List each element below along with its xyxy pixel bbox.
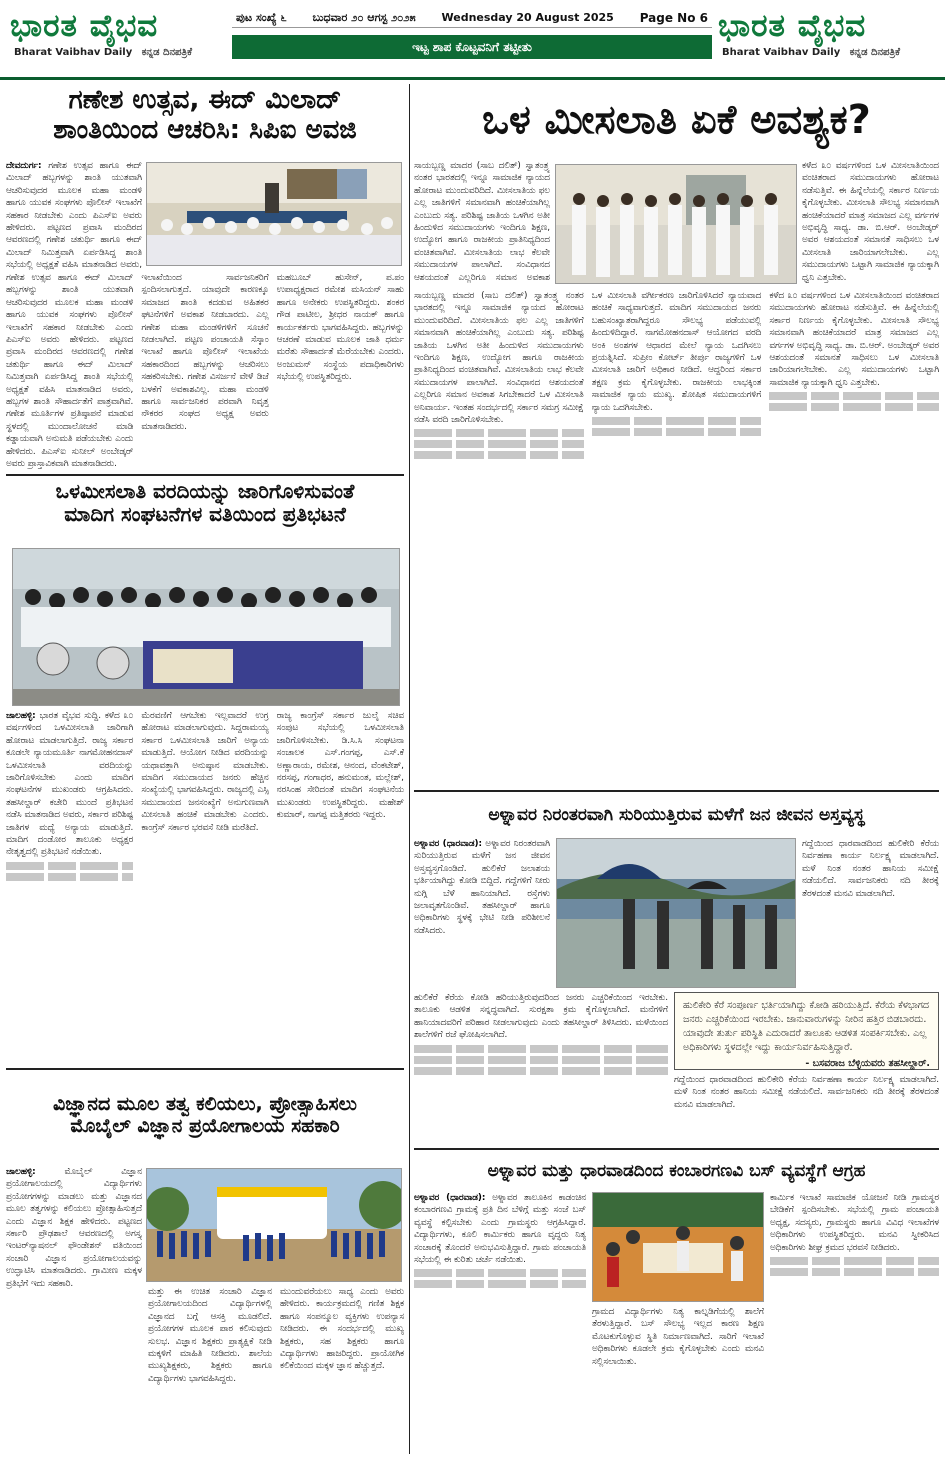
article1-body-col3: ಮಹಬೂಬ್ ಹುಸೇನ್, ಪ.ಪಂ ಉಪಾಧ್ಯಕ್ಷರಾದ ರಮೇಶ ಮಸಿಯನ್ ಸಾಹು ಹಾಗೂ ಅನೇಕರು ಉಪಸ್ಥಿತರಿದ್ದರು. ಶಂಕರ ಗೌಡ ಪಾಟೀಲ, ಶ್ರೀಧರ ನಾಯಕ್ ಹಾಗೂ ಕಾರ್ಯಕರ್ತರು ಭಾಗವಹಿಸಿದ್ದರು. ಹಬ್ಬಗಳನ್ನು ಆಚರಣೆ ಮಾಡುವ ಮೂಲಕ ಜಾತಿ ಧರ್ಮ ಮರೆತು ಸೌಹಾರ್ದತೆ ಮೆರೆಯಬೇಕು ಎಂದರು. ಅಂಜುಮನ್ ಸಂಸ್ಥೆಯ ಪದಾಧಿಕಾರಿಗಳು ಸಭೆಯಲ್ಲಿ ಉಪಸ್ಥಿತರಿದ್ದರು. xyxy=(276,273,404,383)
section-rule xyxy=(414,1148,939,1150)
article5-quote-box xyxy=(674,992,939,1070)
page-number: Page No 6 xyxy=(639,10,708,25)
logo-subtitle-kn: ಕನ್ನಡ ದಿನಪತ್ರಿಕೆ xyxy=(141,47,193,58)
article1-body-col1: ಗಣೇಶ ಉತ್ಸವ ಹಾಗೂ ಈದ್ ಮಿಲಾದ್ ಹಬ್ಬಗಳನ್ನು ಶಾಂತಿ ಯುತವಾಗಿ ಆಚರಿಸುವುದರ ಮೂಲಕ ಮಹಾ ಮಂಡಳಿ ಹಾಗೂ ಯುವಕ ಸಂಘಗಳು ಪೊಲೀಸ್ ಇಲಾಖೆಗೆ ಸಹಕಾರ ನೀಡಬೇಕು ಎಂದು ಪಿಎಸ್ಐ ಅವರು ಹೇಳಿದರು. ಪಟ್ಟಣದ ಪ್ರವಾಸಿ ಮಂದಿರದ ಆವರಣದಲ್ಲಿ ಗಣೇಶ ಚತುರ್ಥಿ ಹಾಗೂ ಈದ್ ಮಿಲಾದ್ ನಿಮಿತ್ತವಾಗಿ ಏರ್ಪಡಿಸಿದ್ದ ಶಾಂತಿ ಸಭೆಯಲ್ಲಿ ಅಧ್ಯಕ್ಷತೆ ವಹಿಸಿ ಮಾತನಾಡಿದ ಅವರು, xyxy=(6,161,142,270)
article2-body-col2: ಮೆರವಣಿಗೆ ಆಗಬೇಕು ಇಲ್ಲವಾದರೆ ಉಗ್ರ ಹೋರಾಟ ಮಾಡಲಾಗುವುದು. ಸಿದ್ದರಾಮಯ್ಯ ಸರ್ಕಾರ ಒಳಮೀಸಲಾತಿ ಜಾರಿಗೆ ಅನ್ಯಾಯ ಮಾಡುತ್ತಿದೆ. ಆಯೋಗ ನೀಡಿದ ವರದಿಯನ್ನು ಯಥಾವತ್ತಾಗಿ ಅನುಷ್ಠಾನ ಮಾಡಬೇಕು. ಮಾದಿಗ ಸಮುದಾಯದ ಜನರು ಹೆಚ್ಚಿನ ಸಂಖ್ಯೆಯಲ್ಲಿ ಭಾಗವಹಿಸಿದ್ದರು. ರಾಜ್ಯದಲ್ಲಿ ಎಸ್ಸಿ ಸಮುದಾಯದ ಜನಸಂಖ್ಯೆಗೆ ಅನುಗುಣವಾಗಿ ಮೀಸಲಾತಿ ಹಂಚಿಕೆ ಮಾಡಬೇಕು ಎಂದರು. ಕಾಂಗ್ರೆಸ್ ಸರ್ಕಾರ ಭರವಸೆ ನೀಡಿ ಮರೆತಿದೆ. xyxy=(141,711,269,833)
article3-headline-line2: ಮೊಬೈಲ್ ವಿಜ್ಞಾನ ಪ್ರಯೋಗಾಲಯ ಸಹಕಾರಿ xyxy=(70,1114,340,1137)
article5-photo xyxy=(556,838,796,988)
masthead xyxy=(0,0,945,80)
date-kannada: ಬುಧವಾರ ೨೦ ಆಗಸ್ಟ ೨೦೨೫ xyxy=(312,10,416,24)
group-photo xyxy=(556,165,797,284)
article2-headline xyxy=(6,480,404,544)
article4-body-intro: ಸಾಯಬ್ಬಣ್ಣ ಮಾದರ (ಸಾಬ ದಲಿತ್) ಸ್ವಾತಂತ್ರ್ಯ ನಂತರ ಭಾರತದಲ್ಲಿ ಇನ್ನೂ ಸಾಮಾಜಿಕ ನ್ಯಾಯದ ಹೋರಾಟ ಮುಂದುವರಿದಿದೆ. ಮೀಸಲಾತಿಯ ಫಲ ಎಲ್ಲ ಜಾತಿಗಳಿಗೆ ಸಮಾನವಾಗಿ ಹಂಚಿಕೆಯಾಗಿಲ್ಲ ಎಂಬುದು ಸತ್ಯ. ಪರಿಶಿಷ್ಟ ಜಾತಿಯ ಒಳಗಿನ ಅತೀ ಹಿಂದುಳಿದ ಸಮುದಾಯಗಳು ಇಂದಿಗೂ ಶಿಕ್ಷಣ, ಉದ್ಯೋಗ ಹಾಗೂ ರಾಜಕೀಯ ಪ್ರಾತಿನಿಧ್ಯದಿಂದ ವಂಚಿತವಾಗಿವೆ. ಮೀಸಲಾತಿಯ ಲಾಭ ಕೆಲವೇ ಸಮುದಾಯಗಳ ಪಾಲಾಗಿದೆ. ಸಂವಿಧಾನದ ಆಶಯದಂತೆ ಎಲ್ಲರಿಗೂ ಸಮಾನ ಅವಕಾಶ xyxy=(414,161,550,283)
article5-body-col3: ಗದ್ದೆಯಿಂದ ಧಾರವಾಡದಿಂದ ಹುಲಿಕೇರಿ ಕೆರೆಯ ನಿರ್ವಹಣಾ ಕಾರ್ಯ ನಿರ್ಲಕ್ಷ್ಯ ಮಾಡಲಾಗಿದೆ. ಮಳೆ ನಿಂತ ನಂತರ ಹಾನಿಯ ಸಮೀಕ್ಷೆ ನಡೆಯಲಿದೆ. ಸಾರ್ವಜನಿಕರು ನದಿ ತೀರಕ್ಕೆ ತೆರಳದಂತೆ ಮನವಿ ಮಾಡಲಾಗಿದೆ. xyxy=(802,839,939,899)
article6-body-col1: ಅಳ್ನಾವರ ತಾಲೂಕಿನ ಕಾಡಂಚಿನ ಕಂಬಾರಗಣವಿ ಗ್ರಾಮಕ್ಕೆ ಪ್ರತಿ ದಿನ ಬೆಳಿಗ್ಗೆ ಮತ್ತು ಸಂಜೆ ಬಸ್ ವ್ಯವಸ್ಥೆ ಕಲ್ಪಿಸಬೇಕು ಎಂದು ಗ್ರಾಮಸ್ಥರು ಆಗ್ರಹಿಸಿದ್ದಾರೆ. ವಿದ್ಯಾರ್ಥಿಗಳು, ಕೂಲಿ ಕಾರ್ಮಿಕರು ಹಾಗೂ ವೃದ್ಧರು ನಿತ್ಯ ಸಂಚಾರಕ್ಕೆ ತೊಂದರೆ ಅನುಭವಿಸುತ್ತಿದ್ದಾರೆ. ಗ್ರಾಮ ಪಂಚಾಯತಿ ಸಭೆಯಲ್ಲಿ ಈ ಕುರಿತು ಚರ್ಚೆ ನಡೆಯಿತು. xyxy=(414,1193,586,1266)
article6-headline: ಅಳ್ನಾವರ ಮತ್ತು ಧಾರವಾಡದಿಂದ ಕಂಬಾರಗಣವಿ ಬಸ್ ವ್ಯವಸ್ಥೆಗೆ ಆಗ್ರಹ xyxy=(487,1161,866,1181)
article4-body-col1: ಸಾಯಬ್ಬಣ್ಣ ಮಾದರ (ಸಾಬ ದಲಿತ್) ಸ್ವಾತಂತ್ರ್ಯ ನಂತರ ಭಾರತದಲ್ಲಿ ಇನ್ನೂ ಸಾಮಾಜಿಕ ನ್ಯಾಯದ ಹೋರಾಟ ಮುಂದುವರಿದಿದೆ. ಮೀಸಲಾತಿಯ ಫಲ ಎಲ್ಲ ಜಾತಿಗಳಿಗೆ ಸಮಾನವಾಗಿ ಹಂಚಿಕೆಯಾಗಿಲ್ಲ ಎಂಬುದು ಸತ್ಯ. ಪರಿಶಿಷ್ಟ ಜಾತಿಯ ಒಳಗಿನ ಅತೀ ಹಿಂದುಳಿದ ಸಮುದಾಯಗಳು ಇಂದಿಗೂ ಶಿಕ್ಷಣ, ಉದ್ಯೋಗ ಹಾಗೂ ರಾಜಕೀಯ ಪ್ರಾತಿನಿಧ್ಯದಿಂದ ವಂಚಿತವಾಗಿವೆ. ಮೀಸಲಾತಿಯ ಲಾಭ ಕೆಲವೇ ಸಮುದಾಯಗಳ ಪಾಲಾಗಿದೆ. ಸಂವಿಧಾನದ ಆಶಯದಂತೆ ಎಲ್ಲರಿಗೂ ಸಮಾನ ಅವಕಾಶ ಸಿಗಬೇಕಾದರೆ ಒಳ ಮೀಸಲಾತಿ ಅನಿವಾರ್ಯ. ಇಂತಹ ಸಂದರ್ಭದಲ್ಲಿ ಸರ್ಕಾರ ಸಮಗ್ರ ಸಮೀಕ್ಷೆ ನಡೆಸಿ ವರದಿ ಜಾರಿಗೊಳಿಸಬೇಕು. xyxy=(414,291,584,426)
masthead-logo-left xyxy=(10,6,230,72)
article6-dateline: ಅಳ್ನಾವರ (ಧಾರವಾಡ): xyxy=(414,1193,486,1203)
article1-dateline: ದೇವದುರ್ಗ: xyxy=(6,161,42,171)
column-divider xyxy=(409,84,410,1454)
article4-headline: ಒಳ ಮೀಸಲಾತಿ ಏಕೆ ಅವಶ್ಯಕ? xyxy=(482,97,871,143)
masthead-logo-right xyxy=(718,6,938,72)
quote-signature: - ಬಸವರಾಜ ಬೆಳ್ಳಿಯವರು ತಹಸೀಲ್ದಾರ್. xyxy=(805,1058,930,1069)
article5-headline-box xyxy=(414,798,939,832)
article1-photo xyxy=(146,162,402,266)
article2-body-col1: ಭಾರತ ವೈಭವ ಸುದ್ದಿ. ಕಳೆದ ೩೦ ವರ್ಷಗಳಿಂದ ಒಳಮೀಸಲಾತಿ ಜಾರಿಗಾಗಿ ಹೋರಾಟ ಮಾಡಲಾಗುತ್ತಿದೆ. ರಾಜ್ಯ ಸರ್ಕಾರ ಕೂಡಲೇ ನ್ಯಾಯಮೂರ್ತಿ ನಾಗಮೋಹನದಾಸ್ ಒಳಮೀಸಲಾತಿ ವರದಿಯನ್ನು ಜಾರಿಗೊಳಿಸಬೇಕು ಎಂದು ಮಾದಿಗ ಸಂಘಟನೆಗಳ ಮುಖಂಡರು ಆಗ್ರಹಿಸಿದರು. ತಹಸೀಲ್ದಾರ್ ಕಚೇರಿ ಮುಂದೆ ಪ್ರತಿಭಟನೆ ನಡೆಸಿ ಮಾತನಾಡಿದ ಅವರು, ಸರ್ಕಾರ ಪರಿಶಿಷ್ಟ ಜಾತಿಗಳ ಮಧ್ಯೆ ಅನ್ಯಾಯ ಮಾಡುತ್ತಿದೆ. ಮಾದಿಗ ದಂಡೋರ ತಾಲೂಕು ಅಧ್ಯಕ್ಷರ ನೇತೃತ್ವದಲ್ಲಿ ಪ್ರತಿಭಟನೆ ನಡೆಯಿತು. xyxy=(6,711,134,858)
article5-headline: ಅಳ್ನಾವರ ನಿರಂತರವಾಗಿ ಸುರಿಯುತ್ತಿರುವ ಮಳೆಗೆ ಜನ ಜೀವನ ಅಸ್ತವ್ಯಸ್ಥ xyxy=(488,805,865,825)
section-rule xyxy=(6,474,404,476)
section-rule xyxy=(414,790,939,792)
article6-body-col2: ಗ್ರಾಮದ ವಿದ್ಯಾರ್ಥಿಗಳು ನಿತ್ಯ ಕಾಲ್ನಡಿಗೆಯಲ್ಲಿ ಶಾಲೆಗೆ ತೆರಳುತ್ತಿದ್ದಾರೆ. ಬಸ್ ಸೌಲಭ್ಯ ಇಲ್ಲದ ಕಾರಣ ಶಿಕ್ಷಣ ಮೊಟಕುಗೊಳ್ಳುವ ಸ್ಥಿತಿ ನಿರ್ಮಾಣವಾಗಿದೆ. ಸಾರಿಗೆ ಇಲಾಖೆ ಅಧಿಕಾರಿಗಳು ಕೂಡಲೇ ಕ್ರಮ ಕೈಗೊಳ್ಳಬೇಕು ಎಂದು ಮನವಿ ಸಲ್ಲಿಸಲಾಯಿತು. xyxy=(592,1307,764,1367)
article3-dateline: ಜಾಲಹಳ್ಳಿ: xyxy=(6,1167,36,1177)
article4-headline-box xyxy=(414,88,939,152)
article5-dateline: ಅಳ್ನಾವರ (ಧಾರವಾಡ): xyxy=(414,839,483,849)
masthead-center xyxy=(232,8,712,72)
article5-body-col2: ಹುಲಿಕೆರೆ ಕೆರೆಯ ಕೋಡಿ ಹರಿಯುತ್ತಿರುವುದರಿಂದ ಜನರು ಎಚ್ಚರಿಕೆಯಿಂದ ಇರಬೇಕು. ತಾಲೂಕು ಆಡಳಿತ ಸನ್ನದ್ಧವಾಗಿದೆ. ಸುರಕ್ಷತಾ ಕ್ರಮ ಕೈಗೊಳ್ಳಲಾಗಿದೆ. ಮನೆಗಳಿಗೆ ಹಾನಿಯಾದವರಿಗೆ ಪರಿಹಾರ ನೀಡಲಾಗುವುದು ಎಂದು ತಹಸೀಲ್ದಾರ್ ತಿಳಿಸಿದರು. ಮಳೆಯಿಂದ ಶಾಲೆಗಳಿಗೆ ರಜೆ ಘೋಷಿಸಲಾಗಿದೆ. xyxy=(414,993,668,1041)
article4-body-col2: ಒಳ ಮೀಸಲಾತಿ ವರ್ಗೀಕರಣ ಜಾರಿಗೊಳಿಸಿದರೆ ನ್ಯಾಯವಾದ ಹಂಚಿಕೆ ಸಾಧ್ಯವಾಗುತ್ತದೆ. ಮಾದಿಗ ಸಮುದಾಯದ ಜನರು ಬಹುಸಂಖ್ಯಾತರಾಗಿದ್ದರೂ ಸೌಲಭ್ಯ ಪಡೆಯುವಲ್ಲಿ ಹಿಂದುಳಿದಿದ್ದಾರೆ. ನಾಗಮೋಹನದಾಸ್ ಆಯೋಗದ ವರದಿ ಅಂಕಿ ಅಂಶಗಳ ಆಧಾರದ ಮೇಲೆ ನ್ಯಾಯ ಒದಗಿಸಲು ಪ್ರಯತ್ನಿಸಿದೆ. ಸುಪ್ರೀಂ ಕೋರ್ಟ್ ತೀರ್ಪು ರಾಜ್ಯಗಳಿಗೆ ಒಳ ಮೀಸಲಾತಿ ಜಾರಿಗೆ ಅಧಿಕಾರ ನೀಡಿದೆ. ಆದ್ದರಿಂದ ಸರ್ಕಾರ ತಕ್ಷಣ ಕ್ರಮ ಕೈಗೊಳ್ಳಬೇಕು. ರಾಜಕೀಯ ಲಾಭಕ್ಕಿಂತ ಸಾಮಾಜಿಕ ನ್ಯಾಯ ಮುಖ್ಯ. ಶೋಷಿತ ಸಮುದಾಯಗಳಿಗೆ ನ್ಯಾಯ ಒದಗಿಸಬೇಕು. xyxy=(591,291,762,413)
article1-headline-line2: ಶಾಂತಿಯಿಂದ ಆಚರಿಸಿ: ಸಿಪಿಐ ಅವಜಿ xyxy=(53,114,357,145)
village-meeting-photo xyxy=(593,1193,764,1302)
article2-dateline: ಜಾಲಹಳ್ಳಿ: xyxy=(6,711,36,721)
issue-info: ಪುಟ ಸಂಖ್ಯೆ ೬ xyxy=(236,10,287,24)
logo-subtitle-en: Bharat Vaibhav Daily xyxy=(722,47,841,58)
rain-inspection-photo xyxy=(557,839,796,988)
date-english: Wednesday 20 August 2025 xyxy=(441,11,614,24)
article5-body-col3b: ಗದ್ದೆಯಿಂದ ಧಾರವಾಡದಿಂದ ಹುಲಿಕೇರಿ ಕೆರೆಯ ನಿರ್ವಹಣಾ ಕಾರ್ಯ ನಿರ್ಲಕ್ಷ್ಯ ಮಾಡಲಾಗಿದೆ. ಮಳೆ ನಿಂತ ನಂತರ ಹಾನಿಯ ಸಮೀಕ್ಷೆ ನಡೆಯಲಿದೆ. ಸಾರ್ವಜನಿಕರು ನದಿ ತೀರಕ್ಕೆ ತೆರಳದಂತೆ ಮನವಿ ಮಾಡಲಾಗಿದೆ. xyxy=(674,1075,939,1110)
quote-text: ಹುಲಿಕೇರಿ ಕೆರೆ ಸಂಪೂರ್ಣ ಭರ್ತಿಯಾಗಿದ್ದು ಕೋಡಿ ಹರಿಯುತ್ತಿದೆ. ಕೆರೆಯ ಕೆಳಭಾಗದ ಜನರು ಎಚ್ಚರಿಕೆಯಿಂದ ಇರಬೇಕು. ಜಾನುವಾರುಗಳನ್ನು ನೀರಿನ ಹತ್ತಿರ ಬಿಡಬಾರದು. ಯಾವುದೇ ತುರ್ತು ಪರಿಸ್ಥಿತಿ ಎದುರಾದರೆ ತಾಲೂಕು ಆಡಳಿತ ಸಂಪರ್ಕಿಸಬೇಕು. ಎಲ್ಲ ಅಧಿಕಾರಿಗಳು ಸ್ಥಳದಲ್ಲೇ ಇದ್ದು ಕಾರ್ಯನಿರ್ವಹಿಸುತ್ತಿದ್ದಾರೆ. xyxy=(683,1000,930,1053)
logo-text: ಭಾರತ ವೈಭವ xyxy=(718,8,867,44)
article3-body-col1: ಮೊಬೈಲ್ ವಿಜ್ಞಾನ ಪ್ರಯೋಗಾಲಯದಲ್ಲಿ ವಿದ್ಯಾರ್ಥಿಗಳು ಪ್ರಯೋಗಗಳನ್ನು ಮಾಡಲು ಮತ್ತು ವಿಜ್ಞಾನದ ಮೂಲ ತತ್ವಗಳನ್ನು ಕಲಿಯಲು ಪ್ರೋತ್ಸಾಹಿಸುತ್ತದೆ ಎಂದು ವಿಜ್ಞಾನ ಶಿಕ್ಷಕ ಹೇಳಿದರು. ಪಟ್ಟಣದ ಸರ್ಕಾರಿ ಪ್ರೌಢಶಾಲೆ ಆವರಣದಲ್ಲಿ ಅಗಸ್ತ್ಯ ಇಂಟರ್‌ನ್ಯಾಷನಲ್ ಫೌಂಡೇಶನ್ ವತಿಯಿಂದ ಸಂಚಾರಿ ವಿಜ್ಞಾನ ಪ್ರಯೋಗಾಲಯವನ್ನು ಉದ್ಘಾಟಿಸಿ ಮಾತನಾಡಿದರು. ಗ್ರಾಮೀಣ ಮಕ್ಕಳ ಪ್ರತಿಭೆಗೆ ಇದು ಸಹಕಾರಿ. xyxy=(6,1167,142,1289)
article4-body-side: ಕಳೆದ ೩೦ ವರ್ಷಗಳಿಂದ ಒಳ ಮೀಸಲಾತಿಯಿಂದ ವಂಚಿತರಾದ ಸಮುದಾಯಗಳು ಹೋರಾಟ ನಡೆಸುತ್ತಿವೆ. ಈ ಹಿನ್ನೆಲೆಯಲ್ಲಿ ಸರ್ಕಾರ ನಿರ್ಣಯ ಕೈಗೊಳ್ಳಬೇಕು. ಮೀಸಲಾತಿ ಸೌಲಭ್ಯ ಸಮಾನವಾಗಿ ಹಂಚಿಕೆಯಾದರೆ ಮಾತ್ರ ಸಮಾಜದ ಎಲ್ಲ ವರ್ಗಗಳ ಅಭಿವೃದ್ಧಿ ಸಾಧ್ಯ. ಡಾ. ಬಿ.ಆರ್. ಅಂಬೇಡ್ಕರ್ ಅವರ ಆಶಯದಂತೆ ಸಮಾನತೆ ಸಾಧಿಸಲು ಒಳ ಮೀಸಲಾತಿ ಜಾರಿಯಾಗಲೇಬೇಕು. ಎಲ್ಲ ಸಮುದಾಯಗಳು ಒಟ್ಟಾಗಿ ಸಾಮಾಜಿಕ ನ್ಯಾಯಕ್ಕಾಗಿ ಧ್ವನಿ ಎತ್ತಬೇಕು. xyxy=(802,161,939,283)
article3-photo xyxy=(146,1168,402,1282)
article5-body-col1: ಅಳ್ನಾವರ ನಿರಂತರವಾಗಿ ಸುರಿಯುತ್ತಿರುವ ಮಳೆಗೆ ಜನ ಜೀವನ ಅಸ್ತವ್ಯಸ್ತಗೊಂಡಿದೆ. ಹುಲಿಕೆರೆ ಜಲಾಶಯ ಭರ್ತಿಯಾಗಿದ್ದು ಕೋಡಿ ಬಿದ್ದಿದೆ. ಗದ್ದೆಗಳಿಗೆ ನೀರು ನುಗ್ಗಿ ಬೆಳೆ ಹಾನಿಯಾಗಿದೆ. ರಸ್ತೆಗಳು ಜಲಾವೃತಗೊಂಡಿವೆ. ತಹಸೀಲ್ದಾರ್ ಹಾಗೂ ಅಧಿಕಾರಿಗಳು ಸ್ಥಳಕ್ಕೆ ಭೇಟಿ ನೀಡಿ ಪರಿಶೀಲನೆ ನಡೆಸಿದರು. xyxy=(414,839,550,936)
article2-headline-line2: ಮಾದಿಗ ಸಂಘಟನೆಗಳ ವತಿಯಿಂದ ಪ್ರತಿಭಟನೆ xyxy=(64,502,346,526)
article2-body-col3: ರಾಜ್ಯ ಕಾಂಗ್ರೆಸ್ ಸರ್ಕಾರ ಜುಲೈ ಸಚಿವ ಸಂಪುಟ ಸಭೆಯಲ್ಲಿ ಒಳಮೀಸಲಾತಿ ಜಾರಿಗೊಳಿಸಬೇಕು. ಡಿ.ಸಿ.ಸಿ ಸಂಘಟನಾ ಸಂಚಾಲಕ ಎಸ್.ಗಂಗಪ್ಪ, ಎಸ್.ಕೆ ಅಣ್ಣಾರಾಯ, ರಮೇಶ, ಆನಂದ, ವೆಂಕಟೇಶ್, ನರಸಪ್ಪ, ಗಂಗಾಧರ, ಹನುಮಂತ, ಮಲ್ಲೇಶ್, ನರಸಿಂಹ ಸೇರಿದಂತೆ ಮಾದಿಗ ಸಂಘಟನೆಯ ಮುಖಂಡರು ಉಪಸ್ಥಿತರಿದ್ದರು. ಮಹೇಶ್ ಕುಮಾರ್, ನಾಗಪ್ಪ ಮತ್ತಿತರರು ಇದ್ದರು. xyxy=(276,711,404,821)
article3-headline-line1: ವಿಜ್ಞಾನದ ಮೂಲ ತತ್ವ ಕಲಿಯಲು, ಪ್ರೋತ್ಸಾಹಿಸಲು xyxy=(53,1094,357,1115)
section-rule xyxy=(6,1068,404,1070)
article4-body-col3: ಕಳೆದ ೩೦ ವರ್ಷಗಳಿಂದ ಒಳ ಮೀಸಲಾತಿಯಿಂದ ವಂಚಿತರಾದ ಸಮುದಾಯಗಳು ಹೋರಾಟ ನಡೆಸುತ್ತಿವೆ. ಈ ಹಿನ್ನೆಲೆಯಲ್ಲಿ ಸರ್ಕಾರ ನಿರ್ಣಯ ಕೈಗೊಳ್ಳಬೇಕು. ಮೀಸಲಾತಿ ಸೌಲಭ್ಯ ಸಮಾನವಾಗಿ ಹಂಚಿಕೆಯಾದರೆ ಮಾತ್ರ ಸಮಾಜದ ಎಲ್ಲ ವರ್ಗಗಳ ಅಭಿವೃದ್ಧಿ ಸಾಧ್ಯ. ಡಾ. ಬಿ.ಆರ್. ಅಂಬೇಡ್ಕರ್ ಅವರ ಆಶಯದಂತೆ ಸಮಾನತೆ ಸಾಧಿಸಲು ಒಳ ಮೀಸಲಾತಿ ಜಾರಿಯಾಗಲೇಬೇಕು. ಎಲ್ಲ ಸಮುದಾಯಗಳು ಒಟ್ಟಾಗಿ ಸಾಮಾಜಿಕ ನ್ಯಾಯಕ್ಕಾಗಿ ಧ್ವನಿ ಎತ್ತಬೇಕು. xyxy=(769,291,939,388)
article3-headline xyxy=(6,1094,404,1158)
protest-photo xyxy=(13,549,400,706)
article1-headline xyxy=(6,86,404,156)
article2-photo xyxy=(12,548,400,706)
logo-text: ಭಾರತ ವೈಭವ xyxy=(10,8,159,44)
science-lab-photo xyxy=(147,1169,402,1282)
article6-headline-box xyxy=(414,1154,939,1188)
logo-subtitle-kn: ಕನ್ನಡ ದಿನಪತ್ರಿಕೆ xyxy=(849,47,901,58)
article4-photo xyxy=(555,164,797,284)
article1-body-col2: ಇಲಾಖೆಯಿಂದ ಸಾರ್ವಜನಿಕರಿಗೆ ಸ್ಪಂದಿಸಲಾಗುತ್ತದೆ. ಯಾವುದೇ ಕಾರಣಕ್ಕೂ ಸಮಾಜದ ಶಾಂತಿ ಕದಡುವ ಅಹಿತಕರ ಘಟನೆಗಳಿಗೆ ಅವಕಾಶ ನೀಡಬಾರದು. ಎಲ್ಲ ಗಣೇಶ ಮಹಾ ಮಂಡಳಿಗಳಿಗೆ ಸೂಚನೆ ನೀಡಲಾಗಿದೆ. ಪಟ್ಟಣ ಪಂಚಾಯತಿ ಸೆಸ್ಕಾಂ ಇಲಾಖೆ ಹಾಗೂ ಪೊಲೀಸ್ ಇಲಾಖೆಯ ಸಹಕಾರದಿಂದ ಹಬ್ಬಗಳನ್ನು ಆಚರಿಸಲು ಸಹಕರಿಸಬೇಕು. ಗಣೇಶ ವಿಸರ್ಜನೆ ವೇಳೆ ಡಿಜೆ ಬಳಕೆಗೆ ಅವಕಾಶವಿಲ್ಲ. ಮಹಾ ಮಂಡಳಿ ಹಾಗೂ ಸಾರ್ವಜನಿಕರ ಪರವಾಗಿ ನಿವೃತ್ತ ನೌಕರರ ಸಂಘದ ಅಧ್ಯಕ್ಷ ಅವರು ಮಾತನಾಡಿದರು. xyxy=(141,273,269,432)
logo-subtitle-en: Bharat Vaibhav Daily xyxy=(14,47,133,58)
article3-body-col3: ಮುಂದುವರೆಯಲು ಸಾಧ್ಯ ಎಂದು ಅವರು ಹೇಳಿದರು. ಕಾರ್ಯಕ್ರಮದಲ್ಲಿ ಗಣಿತ ಶಿಕ್ಷಕ ಹಾಗೂ ಸಂಪನ್ಮೂಲ ವ್ಯಕ್ತಿಗಳು ಉಪನ್ಯಾಸ ನೀಡಿದರು. ಈ ಸಂದರ್ಭದಲ್ಲಿ ಮುಖ್ಯ ಶಿಕ್ಷಕರು, ಸಹ ಶಿಕ್ಷಕರು ಹಾಗೂ ವಿದ್ಯಾರ್ಥಿಗಳು ಹಾಜರಿದ್ದರು. ಪ್ರಾಯೋಗಿಕ ಕಲಿಕೆಯಿಂದ ಮಕ್ಕಳ ಜ್ಞಾನ ಹೆಚ್ಚುತ್ತದೆ. xyxy=(280,1287,404,1372)
article3-body-col2: ಮತ್ತು ಈ ಉಚಿತ ಸಂಚಾರಿ ವಿಜ್ಞಾನ ಪ್ರಯೋಗಾಲಯದಿಂದ ವಿದ್ಯಾರ್ಥಿಗಳಲ್ಲಿ ವಿಜ್ಞಾನದ ಬಗ್ಗೆ ಆಸಕ್ತಿ ಮೂಡಲಿದೆ. ಪ್ರಯೋಗಗಳ ಮೂಲಕ ಪಾಠ ಕಲಿಸುವುದು ಸುಲಭ. ವಿಜ್ಞಾನ ಶಿಕ್ಷಕರು ಪ್ರಾತ್ಯಕ್ಷಿಕೆ ನೀಡಿ ಮಕ್ಕಳಿಗೆ ಮಾಹಿತಿ ನೀಡಿದರು. ಶಾಲೆಯ ಮುಖ್ಯಶಿಕ್ಷಕರು, ಶಿಕ್ಷಕರು ಹಾಗೂ ವಿದ್ಯಾರ್ಥಿಗಳು ಭಾಗವಹಿಸಿದ್ದರು. xyxy=(148,1287,272,1384)
article2-headline-line1: ಒಳಮೀಸಲಾತಿ ವರದಿಯನ್ನು ಜಾರಿಗೊಳಿಸುವಂತೆ xyxy=(55,480,355,503)
meeting-photo xyxy=(147,163,402,266)
article1-headline-line1: ಗಣೇಶ ಉತ್ಸವ, ಈದ್ ಮಿಲಾದ್ xyxy=(68,86,342,115)
article1-body-col1b: ಗಣೇಶ ಉತ್ಸವ ಹಾಗೂ ಈದ್ ಮಿಲಾದ್ ಹಬ್ಬಗಳನ್ನು ಶಾಂತಿ ಯುತವಾಗಿ ಆಚರಿಸುವುದರ ಮೂಲಕ ಮಹಾ ಮಂಡಳಿ ಹಾಗೂ ಯುವಕ ಸಂಘಗಳು ಪೊಲೀಸ್ ಇಲಾಖೆಗೆ ಸಹಕಾರ ನೀಡಬೇಕು ಎಂದು ಪಿಎಸ್ಐ ಅವರು ಹೇಳಿದರು. ಪಟ್ಟಣದ ಪ್ರವಾಸಿ ಮಂದಿರದ ಆವರಣದಲ್ಲಿ ಗಣೇಶ ಚತುರ್ಥಿ ಹಾಗೂ ಈದ್ ಮಿಲಾದ್ ನಿಮಿತ್ತವಾಗಿ ಏರ್ಪಡಿಸಿದ್ದ ಶಾಂತಿ ಸಭೆಯಲ್ಲಿ ಅಧ್ಯಕ್ಷತೆ ವಹಿಸಿ ಮಾತನಾಡಿದ ಅವರು, ಹಬ್ಬಗಳ ಶಾಂತಿ ಸೌಹಾರ್ದತೆಗೆ ಪಾತ್ರವಾಗಿವೆ. ಗಣೇಶ ಮೂರ್ತಿಗಳ ಪ್ರತಿಷ್ಠಾಪನೆ ಮಾಡುವ ಸ್ಥಳದಲ್ಲಿ ಮುಂದಾಲೋಚನೆ ಮಾಡಿ ಕಡ್ಡಾಯವಾಗಿ ಅನುಮತಿ ಪಡೆಯಬೇಕು ಎಂದು ಹೇಳಿದರು. ಪಿಎಸ್ಐ ಸುನೀಲ್ ಅಂಬೇಡ್ಕರ್ ಅವರು ಪ್ರಾಸ್ತಾವಿಕವಾಗಿ ಮಾತನಾಡಿದರು. xyxy=(6,273,134,470)
masthead-banner: ಇಟ್ಟ ಶಾಪ ಕೊಟ್ಟವನಿಗೆ ತಟ್ಟೀತು xyxy=(232,35,712,59)
article6-photo xyxy=(592,1192,764,1302)
article6-body-col3: ಕಾರ್ಮಿಕ ಇಲಾಖೆ ಸಾಮಾಜಿಕ ಯೋಜನೆ ನೀಡಿ ಗ್ರಾಮಸ್ಥರ ಬೇಡಿಕೆಗೆ ಸ್ಪಂದಿಸಬೇಕು. ಸಭೆಯಲ್ಲಿ ಗ್ರಾಮ ಪಂಚಾಯತಿ ಅಧ್ಯಕ್ಷ, ಸದಸ್ಯರು, ಗ್ರಾಮಸ್ಥರು ಹಾಗೂ ವಿವಿಧ ಇಲಾಖೆಗಳ ಅಧಿಕಾರಿಗಳು ಉಪಸ್ಥಿತರಿದ್ದರು. ಮನವಿ ಸ್ವೀಕರಿಸಿದ ಅಧಿಕಾರಿಗಳು ಶೀಘ್ರ ಕ್ರಮದ ಭರವಸೆ ನೀಡಿದರು. xyxy=(770,1193,939,1253)
